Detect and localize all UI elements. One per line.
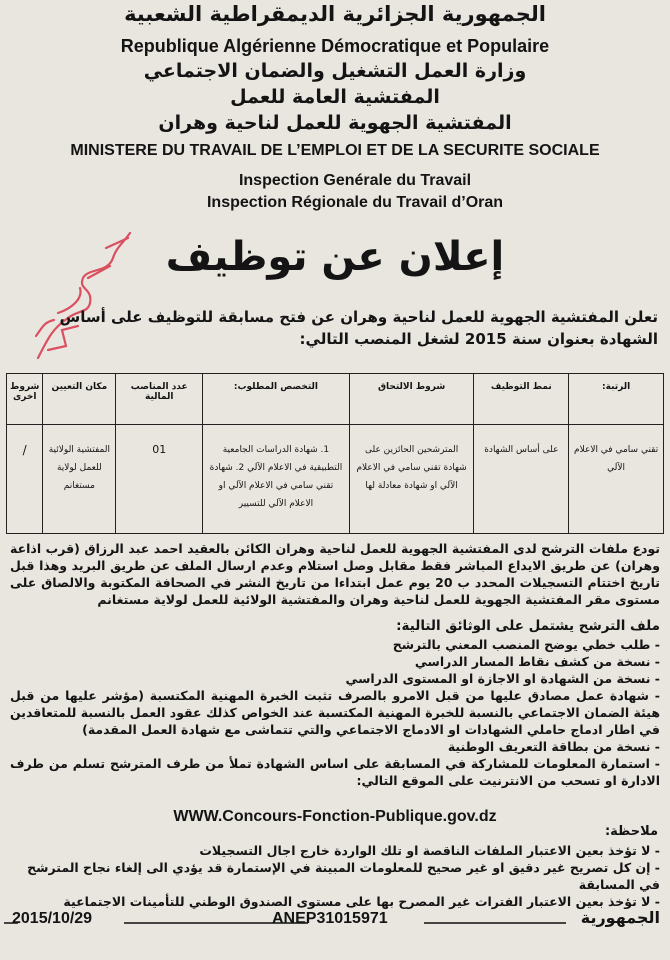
table-row [7, 425, 664, 534]
header-french-regional-inspection: Inspection Régionale du Travail d’Oran [206, 194, 504, 211]
anep-reference: ANEP31015971 [272, 910, 388, 927]
positions-table [6, 373, 664, 534]
table-header: التخصص المطلوب: [203, 374, 350, 425]
table-header: الرتبة: [569, 374, 664, 425]
footer-bar [4, 908, 666, 930]
header-arabic-republic: الجمهورية الجزائرية الديمقراطية الشعبية [124, 2, 546, 26]
documents-title: ملف الترشح يشتمل على الوثائق التالية: [396, 618, 660, 634]
footer-divider [424, 922, 566, 924]
list-item: - نسخة من كشف نقاط المسار الدراسي [10, 653, 660, 670]
newspaper-name: الجمهورية [580, 908, 660, 927]
list-item: - نسخة من بطاقة التعريف الوطنية [10, 738, 660, 755]
submission-paragraph: تودع ملفات الترشح لدى المفتشية الجهوية للعمل لناحية وهران الكائن بالعقيد احمد عبد الرزاق (قرب اذاعة وهران) عن طريق الايداع المباشر فقط مقابل وصل استلام وعدم ارسال الملف عن طريق البريد وهذا قبل تاريخ اختتام التسجيلات المحدد ب 20 يوم عمل ابتداءا من تاريخ النشر في الصحافة المكتوبة والالصاق على مستوى مقر المفتشية الجهوية للعمل لناحية وهران والمفتشية الولائية للعمل لولاية مستغانم [10, 541, 660, 607]
list-item: - إن كل تصريح غير دقيق او غير صحيح للمعلومات المبينة في الإستمارة قد يؤدي الى إلغاء نجاح المترشح في المسابقة [20, 859, 660, 893]
table-cell: 01 [116, 425, 203, 534]
table-header-row [7, 374, 664, 425]
notes-list [20, 842, 660, 910]
header-french-general-inspection: Inspection Genérale du Travail [238, 172, 472, 189]
table-cell: 1. شهادة الدراسات الجامعية التطبيقية في الاعلام الآلي 2. شهادة تقني سامي في الاعلام الآلي او الاعلام الآلي للتسيير [203, 425, 350, 534]
table-cell: تقني سامي في الاعلام الآلي [569, 425, 664, 534]
publication-date: 2015/10/29 [12, 910, 93, 927]
header-french-ministry: MINISTERE DU TRAVAIL DE L’EMPLOI ET DE LA SECURITE SOCIALE [70, 142, 600, 159]
list-item: - طلب خطي يوضح المنصب المعني بالترشح [10, 636, 660, 653]
table-cell: المترشحين الحائزين على شهادة تقني سامي في الاعلام الآلي او شهادة معادلة لها [349, 425, 474, 534]
list-item: - لا تؤخذ بعين الاعتبار الملفات الناقصة او تلك الواردة خارج اجال التسجيلات [20, 842, 660, 859]
table-header: مكان التعيين [43, 374, 116, 425]
header-arabic-regional-inspection: المفتشية الجهوية للعمل لناحية وهران [158, 112, 512, 134]
documents-list [10, 636, 660, 789]
website-link[interactable]: WWW.Concours-Fonction-Publique.gov.dz [173, 808, 497, 825]
table-cell: على أساس الشهادة [474, 425, 569, 534]
header-arabic-general-inspection: المفتشية العامة للعمل [230, 86, 440, 108]
list-item: - نسخة من الشهادة او الاجازة او المستوى الدراسي [10, 670, 660, 687]
list-item: - شهادة عمل مصادق عليها من قبل الامرو بالصرف تثبت الخبرة المهنية المكتسبة (مؤشر عليها من قبل هيئة الضمان الاجتماعي بالنسبة للخبرة المهنية المكتسبة عند الخواص كذلك عقود العمل بالنسبة للمتعاقدين في اطار ادماج حاملي الشهادات او الادماج الاجتماعي والتي تتماشى مع شهادة العمل المقدمة) [10, 687, 660, 738]
table-header: شروط اخرى [7, 374, 43, 425]
notes-title: ملاحظة: [604, 824, 658, 839]
header-arabic-ministry: وزارة العمل التشغيل والضمان الاجتماعي [143, 60, 527, 82]
table-header: عدد المناصب المالية [116, 374, 203, 425]
table-header: شروط الالتحاق [349, 374, 474, 425]
intro-paragraph: تعلن المفتشية الجهوية للعمل لناحية وهران عن فتح مسابقة للتوظيف على أساس الشهادة بعنوان سنة 2015 لشغل المنصب التالي: [59, 308, 658, 348]
list-item: - لا تؤخذ بعين الاعتبار الفترات غير المصرح بها على مستوى الصندوق الوطني للتأمينات الاجتماعية [20, 893, 660, 910]
table-header: نمط التوظيف [474, 374, 569, 425]
table-cell: / [7, 425, 43, 534]
list-item: - استمارة المعلومات للمشاركة في المسابقة على اساس الشهادة تملأ من طرف المترشح تسلم من طرف الادارة او تسحب من الانترنيت على الموقع التالي: [10, 755, 660, 789]
announcement-title: إعلان عن توظيف [165, 234, 505, 280]
table-cell: المفتشية الولائية للعمل لولاية مستغانم [43, 425, 116, 534]
header-french-republic: Republique Algérienne Démocratique et Populaire [120, 36, 550, 56]
